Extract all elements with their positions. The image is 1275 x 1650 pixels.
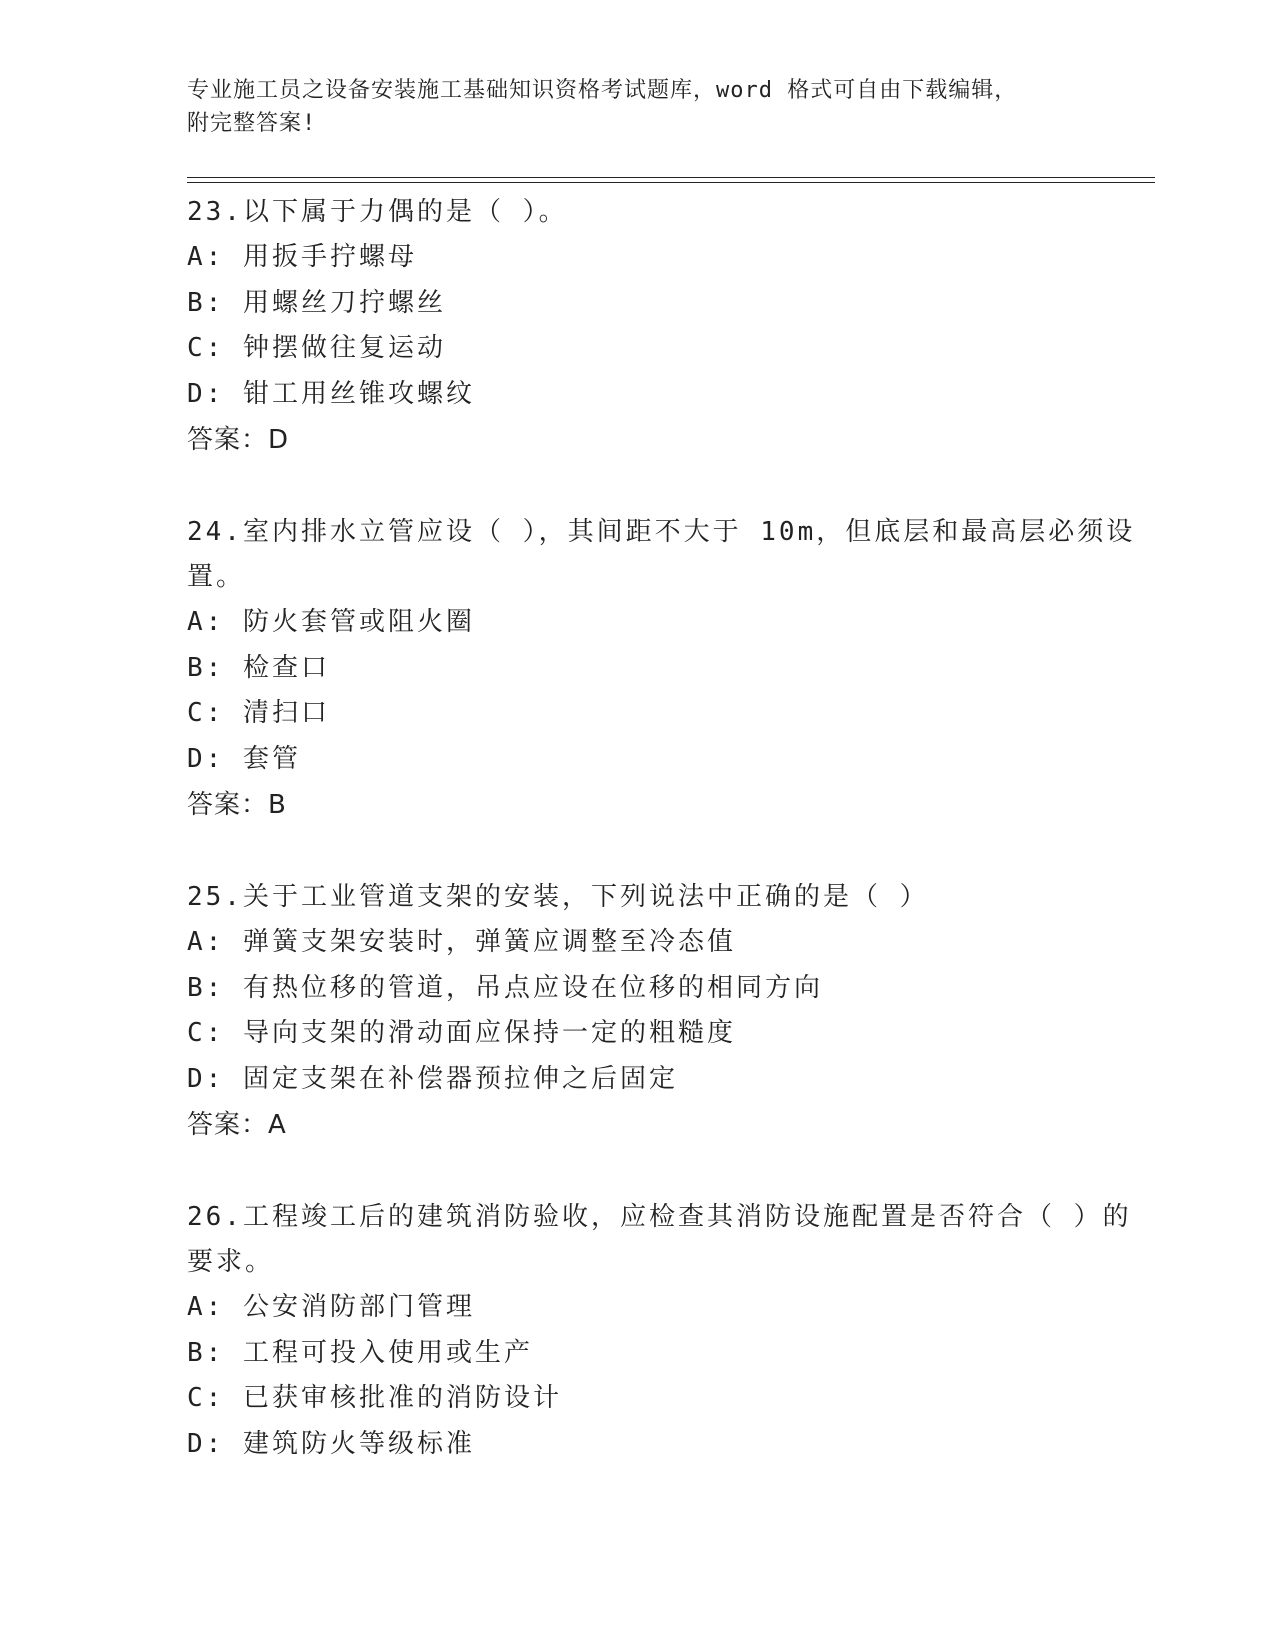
option-c: C: 钟摆做往复运动 [187,333,446,363]
question-stem: 25.关于工业管道支架的安装，下列说法中正确的是（ ） [187,882,929,912]
question-stem: 26.工程竣工后的建筑消防验收，应检查其消防设施配置是否符合（ ）的要求。 [187,1202,1132,1277]
question-23 [187,190,1147,463]
header-line-2: 附完整答案! [187,111,317,136]
question-stem: 24.室内排水立管应设（ ），其间距不大于 10m，但底层和最高层必须设置。 [187,517,1136,592]
answer-line: 答案：A [187,1110,287,1140]
header-divider-bottom [187,182,1155,183]
option-a: A: 用扳手拧螺母 [187,242,417,272]
option-a: A: 公安消防部门管理 [187,1292,475,1322]
option-b: B: 有热位移的管道，吊点应设在位移的相同方向 [187,972,823,1003]
question-list [187,190,1147,1467]
option-c: C: 导向支架的滑动面应保持一定的粗糙度 [187,1018,736,1048]
answer-line: 答案：B [187,790,287,820]
option-c: C: 清扫口 [187,698,330,728]
option-b: B: 用螺丝刀拧螺丝 [187,287,446,318]
question-stem: 23.以下属于力偶的是（ ）。 [187,197,568,227]
option-b: B: 检查口 [187,652,330,683]
option-d: D: 套管 [187,743,301,774]
question-26 [187,1195,1147,1467]
document-header [187,74,1087,140]
question-24 [187,510,1147,828]
question-25 [187,875,1147,1148]
option-a: A: 防火套管或阻火圈 [187,607,475,637]
header-line-1: 专业施工员之设备安装施工基础知识资格考试题库，word 格式可自由下载编辑， [187,78,1018,103]
option-a: A: 弹簧支架安装时，弹簧应调整至冷态值 [187,927,736,957]
option-c: C: 已获审核批准的消防设计 [187,1383,562,1413]
option-d: D: 钳工用丝锥攻螺纹 [187,378,475,409]
option-b: B: 工程可投入使用或生产 [187,1337,533,1368]
answer-line: 答案：D [187,425,290,455]
option-d: D: 建筑防火等级标准 [187,1428,475,1459]
header-divider-top [187,177,1155,178]
option-d: D: 固定支架在补偿器预拉伸之后固定 [187,1063,678,1094]
